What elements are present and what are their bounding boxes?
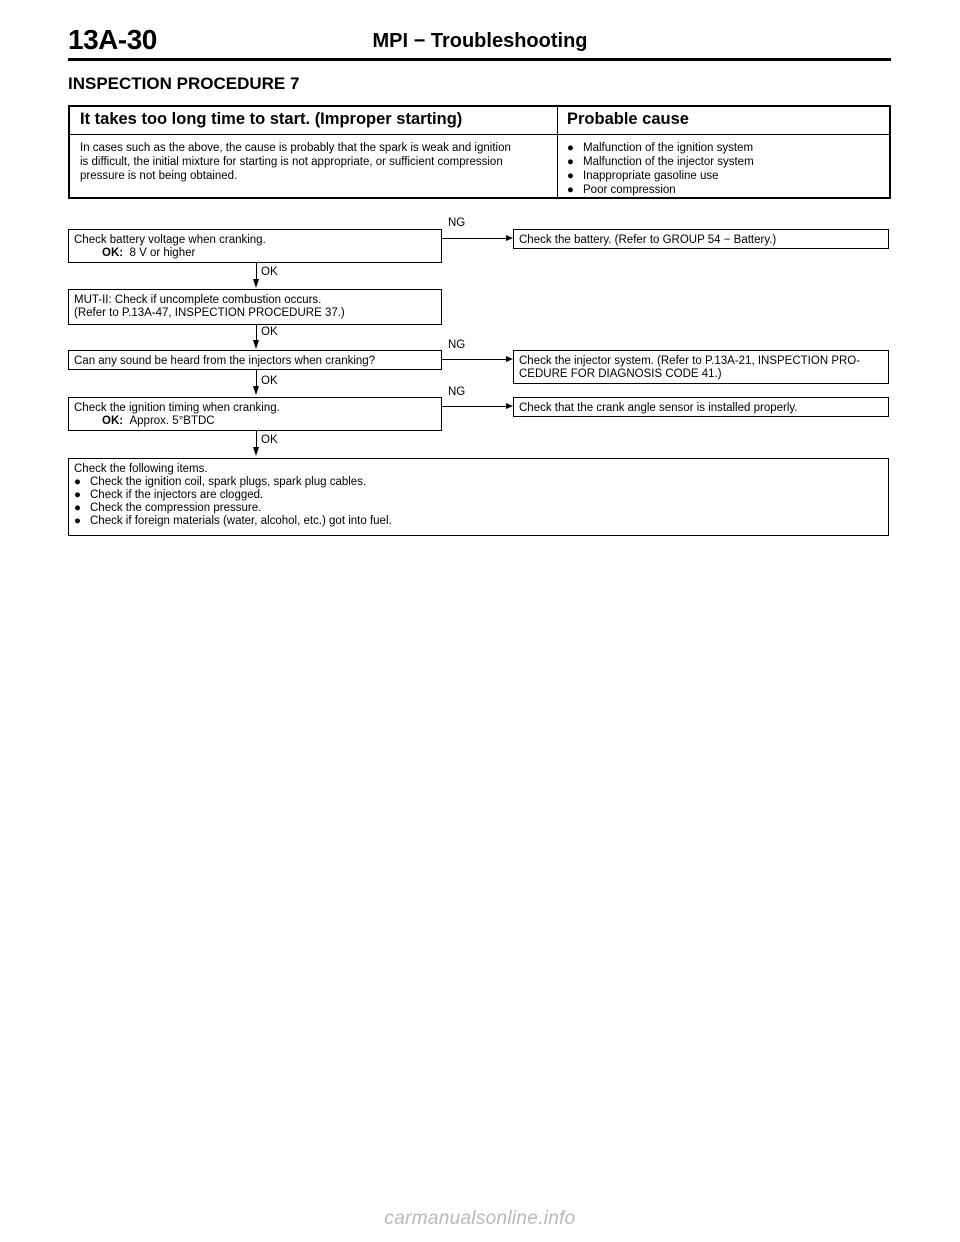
bullet-icon: ●	[567, 170, 574, 182]
arrow-right-icon	[506, 403, 513, 409]
symptom-header: It takes too long time to start. (Improper starting)	[80, 110, 463, 128]
arrow-down-icon	[253, 447, 259, 456]
step-text: Check battery voltage when cranking.	[74, 234, 266, 246]
ok-connector	[256, 431, 257, 448]
cause-item: ● Malfunction of the ignition system	[567, 142, 754, 154]
symptom-line: pressure is not being obtained.	[80, 170, 238, 182]
ng-connector	[442, 359, 507, 360]
cause-table	[68, 105, 891, 199]
bullet-icon: ●	[74, 502, 81, 514]
result-text: CEDURE FOR DIAGNOSIS CODE 41.)	[519, 368, 722, 380]
step-injector-sound	[68, 350, 442, 370]
ok-label: OK	[261, 326, 278, 338]
step-text: Can any sound be heard from the injectors when cranking?	[74, 355, 376, 367]
bullet-icon: ●	[567, 142, 574, 154]
result-check-battery	[513, 229, 889, 249]
ok-label: OK	[261, 434, 278, 446]
probable-cause-header: Probable cause	[567, 110, 689, 128]
step-ok-criteria: OK: Approx. 5°BTDC	[102, 415, 215, 427]
bullet-icon: ●	[74, 489, 81, 501]
ng-connector	[442, 406, 507, 407]
result-check-crank-angle-sensor	[513, 397, 889, 417]
result-check-injector-system	[513, 350, 889, 384]
cause-item: ● Malfunction of the injector system	[567, 156, 754, 168]
result-text: Check the injector system. (Refer to P.13A-21, INSPECTION PRO-	[519, 355, 861, 367]
bullet-icon: ●	[74, 515, 81, 527]
check-item: ● Check if the injectors are clogged.	[74, 489, 264, 501]
procedure-title: INSPECTION PROCEDURE 7	[68, 74, 300, 93]
arrow-right-icon	[506, 356, 513, 362]
check-item: ● Check the compression pressure.	[74, 502, 262, 514]
ng-label: NG	[448, 339, 466, 351]
ng-label: NG	[448, 217, 466, 229]
arrow-down-icon	[253, 279, 259, 288]
step-check-ignition-timing	[68, 397, 442, 431]
step-check-battery-voltage	[68, 229, 442, 263]
cause-list	[567, 141, 887, 197]
step-check-following-items	[68, 458, 889, 536]
result-text: Check that the crank angle sensor is installed properly.	[519, 402, 798, 414]
arrow-down-icon	[253, 340, 259, 349]
section-title: MPI − Troubleshooting	[372, 30, 588, 52]
ok-connector	[256, 263, 257, 280]
step-text: (Refer to P.13A-47, INSPECTION PROCEDURE 37.)	[74, 307, 345, 319]
step-text: Check the ignition timing when cranking.	[74, 402, 280, 414]
page-number: 13A-30	[68, 24, 157, 55]
step-text: Check the following items.	[74, 463, 208, 475]
bullet-icon: ●	[567, 184, 574, 196]
watermark: carmanualsonline.info	[384, 1208, 576, 1229]
ok-label: OK	[261, 266, 278, 278]
cause-item: ● Inappropriate gasoline use	[567, 170, 719, 182]
symptom-line: In cases such as the above, the cause is probably that the spark is weak and ignition	[80, 142, 511, 154]
bullet-icon: ●	[74, 476, 81, 488]
ok-connector	[256, 370, 257, 387]
ng-connector	[442, 238, 507, 239]
result-text: Check the battery. (Refer to GROUP 54 − Battery.)	[519, 234, 777, 246]
check-item: ● Check if foreign materials (water, alcohol, etc.) got into fuel.	[74, 515, 392, 527]
cause-item: ● Poor compression	[567, 184, 676, 196]
symptom-line: is difficult, the initial mixture for starting is not appropriate, or sufficient compression	[80, 156, 503, 168]
table-divider	[557, 107, 558, 197]
symptom-text	[80, 141, 550, 183]
bullet-icon: ●	[567, 156, 574, 168]
step-ok-criteria: OK: 8 V or higher	[102, 247, 196, 259]
arrow-down-icon	[253, 386, 259, 395]
ng-label: NG	[448, 386, 466, 398]
ok-label: OK	[261, 375, 278, 387]
step-text: MUT-II: Check if uncomplete combustion occurs.	[74, 294, 322, 306]
check-item: ● Check the ignition coil, spark plugs, spark plug cables.	[74, 476, 367, 488]
step-check-combustion	[68, 289, 442, 325]
arrow-right-icon	[506, 235, 513, 241]
ok-connector	[256, 325, 257, 341]
header-rule	[68, 58, 891, 61]
